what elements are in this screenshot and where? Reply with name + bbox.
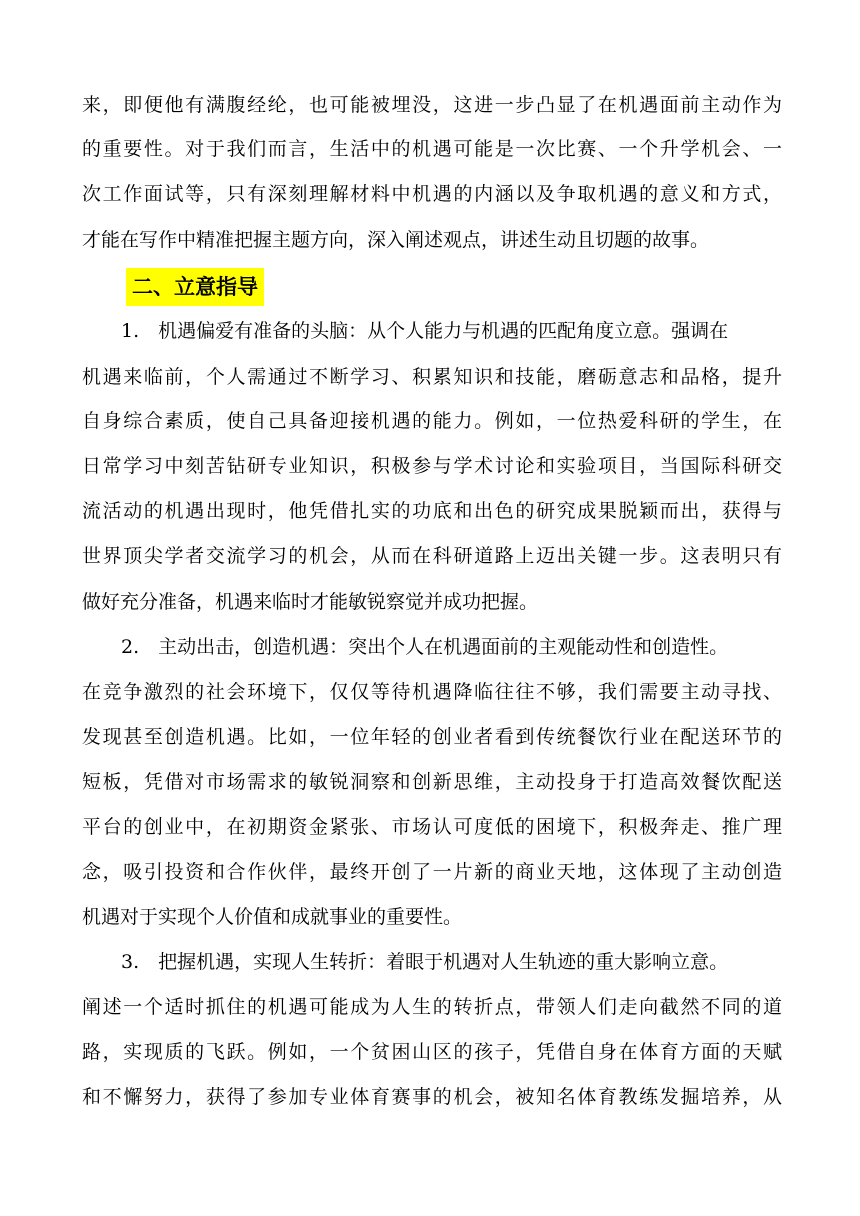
point1-line-1: 1. 机遇偏爱有准备的头脑：从个人能力与机遇的匹配角度立意。强调在 <box>121 320 729 342</box>
point1-line-4: 日常学习中刻苦钻研专业知识，积极参与学术讨论和实验项目，当国际科研交 <box>82 455 782 477</box>
point2-line-7: 机遇对于实现个人价值和成就事业的重要性。 <box>82 906 463 928</box>
intro-line-3: 次工作面试等，只有深刻理解材料中机遇的内涵以及争取机遇的意义和方式， <box>82 183 782 205</box>
point3-line-4: 和不懈努力，获得了参加专业体育赛事的机会，被知名体育教练发掘培养，从 <box>82 1086 782 1108</box>
point1-line-2: 机遇来临前，个人需通过不断学习、积累知识和技能，磨砺意志和品格，提升 <box>82 366 782 388</box>
point2-line-3: 发现甚至创造机遇。比如，一位年轻的创业者看到传统餐饮行业在配送环节的 <box>82 726 782 748</box>
section-heading: 二、立意指导 <box>126 268 264 306</box>
point2-line-6: 念，吸引投资和合作伙伴，最终开创了一片新的商业天地，这体现了主动创造 <box>82 861 782 883</box>
point1-line-6: 世界顶尖学者交流学习的机会，从而在科研道路上迈出关键一步。这表明只有 <box>82 545 782 567</box>
intro-line-1: 来，即便他有满腹经纶，也可能被埋没，这进一步凸显了在机遇面前主动作为 <box>82 94 782 116</box>
point1-line-3: 自身综合素质，使自己具备迎接机遇的能力。例如，一位热爱科研的学生，在 <box>82 410 782 432</box>
point2-line-1: 2. 主动出击，创造机遇：突出个人在机遇面前的主观能动性和创造性。 <box>121 636 729 658</box>
point2-line-5: 平台的创业中，在初期资金紧张、市场认可度低的困境下，积极奔走、推广理 <box>82 816 782 838</box>
point3-line-1: 3. 把握机遇，实现人生转折：着眼于机遇对人生轨迹的重大影响立意。 <box>121 951 729 973</box>
intro-line-2: 的重要性。对于我们而言，生活中的机遇可能是一次比赛、一个升学机会、一 <box>82 138 782 160</box>
point3-line-3: 路，实现质的飞跃。例如，一个贫困山区的孩子，凭借自身在体育方面的天赋 <box>82 1041 782 1063</box>
point3-line-2: 阐述一个适时抓住的机遇可能成为人生的转折点，带领人们走向截然不同的道 <box>82 996 782 1018</box>
point2-line-4: 短板，凭借对市场需求的敏锐洞察和创新思维，主动投身于打造高效餐饮配送 <box>82 771 782 793</box>
intro-line-4: 才能在写作中精准把握主题方向，深入阐述观点，讲述生动且切题的故事。 <box>82 229 710 251</box>
point2-line-2: 在竞争激烈的社会环境下，仅仅等待机遇降临往往不够，我们需要主动寻找、 <box>82 681 782 703</box>
point1-line-5: 流活动的机遇出现时，他凭借扎实的功底和出色的研究成果脱颖而出，获得与 <box>82 500 782 522</box>
point1-line-7: 做好充分准备，机遇来临时才能敏锐察觉并成功把握。 <box>82 591 539 613</box>
